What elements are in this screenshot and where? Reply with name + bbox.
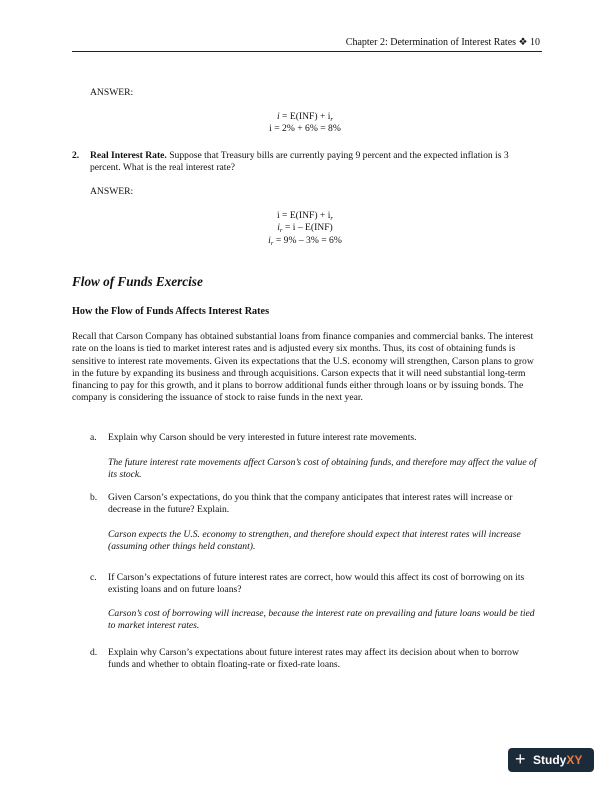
item-answer: Carson’s cost of borrowing will increase, because the interest rate on prevailing and future loans would be tied to market interest rates. [108,608,535,632]
plus-icon: + [515,749,526,769]
equation-block-1 [160,111,450,136]
page-header [72,36,540,49]
question-number: 2. [72,150,80,161]
item-question: If Carson’s expectations of future interest rates are correct, how would this affect its cost of borrowing on its existing loans and on future loans? [108,572,525,596]
equation-line: $i = E(INF) + i_r$ [276,111,334,124]
answer-label: ANSWER: [90,186,134,197]
ornament-icon: ❖ [518,37,528,48]
item-question: Explain why Carson should be very interested in future interest rate movements. [108,432,417,443]
answer-label: ANSWER: [90,87,134,98]
equation-line: $i = E(INF) + i_r$ [276,210,334,223]
item-question: Given Carson’s expectations, do you think that the company anticipates that interest rates will increase or decrease in the future? Explain. [108,492,513,516]
question-text: Real Interest Rate. Suppose that Treasury bills are currently paying 9 percent and the expected inflation is 3 percent. What is the real interest rate? [90,150,509,174]
chapter-title: Chapter 2: Determination of Interest Rates [345,37,517,48]
equation-block-2 [160,210,450,247]
item-question: Explain why Carson’s expectations about future interest rates may affect its decision about when to borrow funds and whether to obtain floating-rate or fixed-rate loans. [108,647,519,671]
item-answer: The future interest rate movements affect Carson’s cost of obtaining funds, and therefore may affect the value of its stock. [108,457,537,481]
item-answer: Carson expects the U.S. economy to strengthen, and therefore should expect that interest rates will increase (assuming other things held constant). [108,529,521,553]
brand-logo: StudyXY [533,753,583,767]
equation-line: $i_r = 9\% - 3\% = 6\%$ [268,234,342,247]
item-letter: c. [90,572,97,583]
studyxy-badge[interactable] [508,748,594,772]
header-rule [72,51,542,52]
item-letter: b. [90,492,98,503]
equation-line: $i_r = i - E(INF)$ [277,222,333,235]
eq-text: = E(INF) + i [279,111,331,122]
intro-paragraph: Recall that Carson Company has obtained substantial loans from finance companies and commercial banks. The interest rate on the loans is tied to market interest rates and is adjusted every six months. Thus, its cost of obtaining funds is sensitive to interest rate movements. Given its expectations that the U.S. economy will strengthen, Carson plans to grow in the future by expanding its business and through acquisitions. Carson expects that it will need substantial long-term financing to pay for this growth, and it plans to borrow additional funds either through loans or by issuing bonds. The company is considering the issuance of stock to raise funds in the next year. [72,331,534,404]
equation-line: i = 2% + 6% = 8% [269,123,341,135]
item-letter: d. [90,647,98,658]
item-letter: a. [90,432,97,443]
subsection-title: How the Flow of Funds Affects Interest Rates [72,306,270,317]
section-title: Flow of Funds Exercise [72,274,203,289]
page-number: 10 [530,37,540,48]
